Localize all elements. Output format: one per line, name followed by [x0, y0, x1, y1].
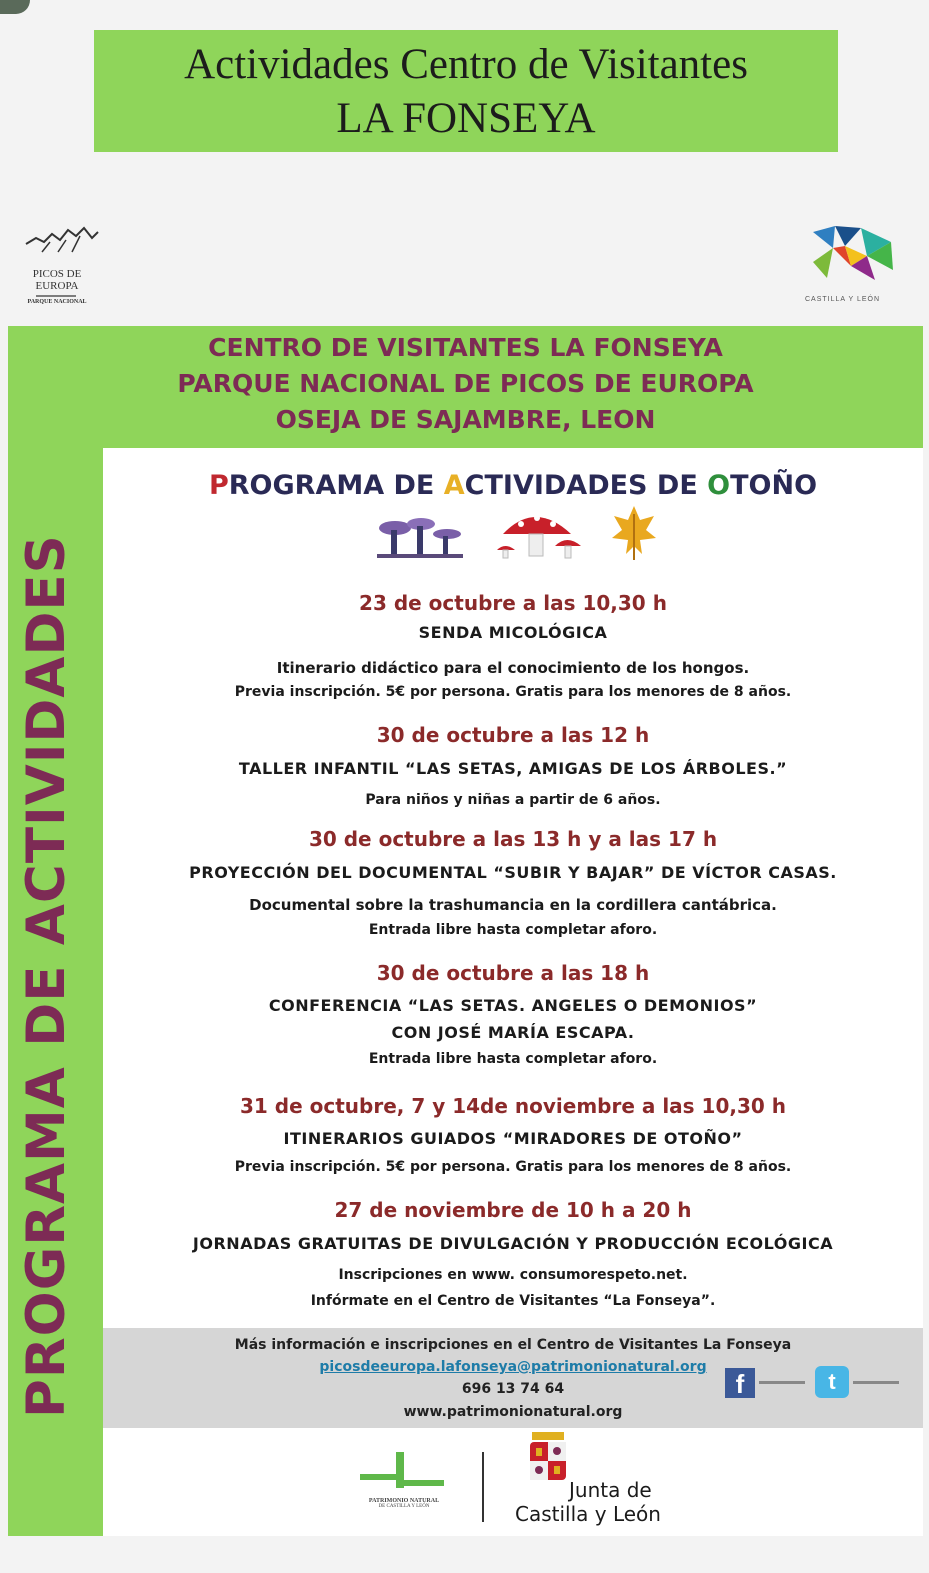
event-2-date: 30 de octubre a las 12 h — [376, 723, 650, 747]
event-5 — [103, 1093, 923, 1175]
event-4-desc1: Entrada libre hasta completar aforo. — [368, 1051, 658, 1067]
event-3-desc1: Documental sobre la trashumancia en la cordillera cantábrica. — [249, 896, 777, 914]
event-6-desc1: Inscripciones en www. consumorespeto.net. — [338, 1267, 688, 1283]
junta-line1: Junta de — [569, 1478, 652, 1502]
event-1-desc1: Itinerario didáctico para el conocimiento de los hongos. — [276, 659, 750, 677]
event-4-name2: CON JOSÉ MARÍA ESCAPA. — [391, 1023, 635, 1042]
purple-mushrooms-icon — [375, 512, 465, 562]
corner-decoration — [0, 0, 30, 14]
patrimonio-sub: DE CASTILLA Y LEÓN — [378, 1504, 430, 1509]
event-5-desc1: Previa inscripción. 5€ por persona. Gratis para los menores de 8 años. — [234, 1159, 792, 1175]
banner-title-line1: Actividades Centro de Visitantes — [184, 41, 748, 88]
event-4-name: CONFERENCIA “LAS SETAS. ANGELES O DEMONIOS” — [268, 996, 758, 1015]
event-3-date: 30 de octubre a las 13 h y a las 17 h — [308, 827, 718, 851]
top-banner — [94, 30, 838, 152]
program-title-o: O — [707, 470, 731, 501]
cyl-label: CASTILLA Y LEÓN — [805, 296, 881, 303]
event-4-date: 30 de octubre a las 18 h — [376, 961, 650, 985]
program-title-part6: TOÑO — [730, 470, 818, 501]
picos-divider — [36, 295, 76, 297]
twitter-icon[interactable]: t — [815, 1366, 849, 1398]
event-4 — [103, 960, 923, 1078]
picos-de-europa-logo — [22, 222, 102, 317]
picos-line2: EUROPA — [35, 280, 79, 292]
event-6-name: JORNADAS GRATUITAS DE DIVULGACIÓN Y PRODUCCIÓN ECOLÓGICA — [192, 1234, 834, 1253]
patrimonio-natural-logo — [352, 1450, 456, 1522]
logo-divider — [482, 1452, 484, 1522]
program-title-part2: ROGRAMA DE — [228, 470, 444, 501]
info-line1: Más información e inscripciones en el Centro de Visitantes La Fonseya — [234, 1337, 792, 1353]
center-line3: OSEJA DE SAJAMBRE, LEON — [275, 405, 656, 434]
junta-coat-of-arms-icon — [526, 1432, 570, 1484]
facebook-handle-mark — [759, 1381, 805, 1384]
program-title — [103, 470, 923, 501]
info-email-link[interactable]: picosdeeuropa.lafonseya@patrimonionatural.org — [319, 1359, 707, 1375]
castilla-y-leon-logo — [805, 222, 905, 312]
info-web-link[interactable]: www.patrimonionatural.org — [403, 1404, 623, 1420]
castilla-y-leon-emblem-icon — [805, 222, 895, 284]
event-6 — [103, 1197, 923, 1317]
center-line2: PARQUE NACIONAL DE PICOS DE EUROPA — [177, 369, 754, 398]
center-header — [8, 326, 923, 448]
facebook-icon[interactable]: f — [725, 1368, 755, 1398]
twitter-handle-mark — [853, 1381, 899, 1384]
picos-line1: PICOS DE — [32, 268, 82, 280]
event-2-desc1: Para niños y niñas a partir de 6 años. — [365, 792, 661, 808]
red-mushrooms-icon — [495, 506, 585, 562]
junta-line2: Castilla y León — [515, 1502, 661, 1526]
event-2 — [103, 722, 923, 810]
event-5-date: 31 de octubre, 7 y 14de noviembre a las 10,30 h — [239, 1094, 786, 1118]
program-title-p: P — [208, 470, 229, 501]
event-6-desc2: Infórmate en el Centro de Visitantes “La Fonseya”. — [310, 1293, 716, 1309]
program-title-a: A — [443, 470, 465, 501]
patrimonio-emblem-icon — [352, 1450, 452, 1494]
event-1-desc2: Previa inscripción. 5€ por persona. Gratis para los menores de 8 años. — [234, 684, 792, 700]
event-6-date: 27 de noviembre de 10 h a 20 h — [334, 1198, 692, 1222]
mountain-icon — [22, 222, 102, 260]
program-title-part4: CTIVIDADES DE — [464, 470, 708, 501]
info-phone: 696 13 74 64 — [461, 1381, 565, 1397]
patrimonio-label: PATRIMONIO NATURAL — [368, 1498, 440, 1504]
picos-line3: PARQUE NACIONAL — [27, 299, 87, 305]
junta-text — [515, 1478, 661, 1526]
event-3 — [103, 826, 923, 944]
info-box — [103, 1328, 923, 1428]
side-vertical-label: PROGRAMA DE ACTIVIDADES — [16, 534, 77, 1418]
event-3-desc2: Entrada libre hasta completar aforo. — [368, 922, 658, 938]
autumn-leaf-icon — [610, 504, 658, 562]
event-1 — [103, 590, 923, 702]
event-1-date: 23 de octubre a las 10,30 h — [359, 591, 667, 615]
event-3-name: PROYECCIÓN DEL DOCUMENTAL “SUBIR Y BAJAR” DE VÍCTOR CASAS. — [189, 863, 837, 882]
banner-title-line2: LA FONSEYA — [336, 95, 596, 142]
event-1-name: SENDA MICOLÓGICA — [418, 623, 608, 642]
event-2-name: TALLER INFANTIL “LAS SETAS, AMIGAS DE LOS ÁRBOLES.” — [238, 759, 788, 778]
center-line1: CENTRO DE VISITANTES LA FONSEYA — [208, 333, 723, 362]
event-5-name: ITINERARIOS GUIADOS “MIRADORES DE OTOÑO” — [283, 1129, 743, 1148]
